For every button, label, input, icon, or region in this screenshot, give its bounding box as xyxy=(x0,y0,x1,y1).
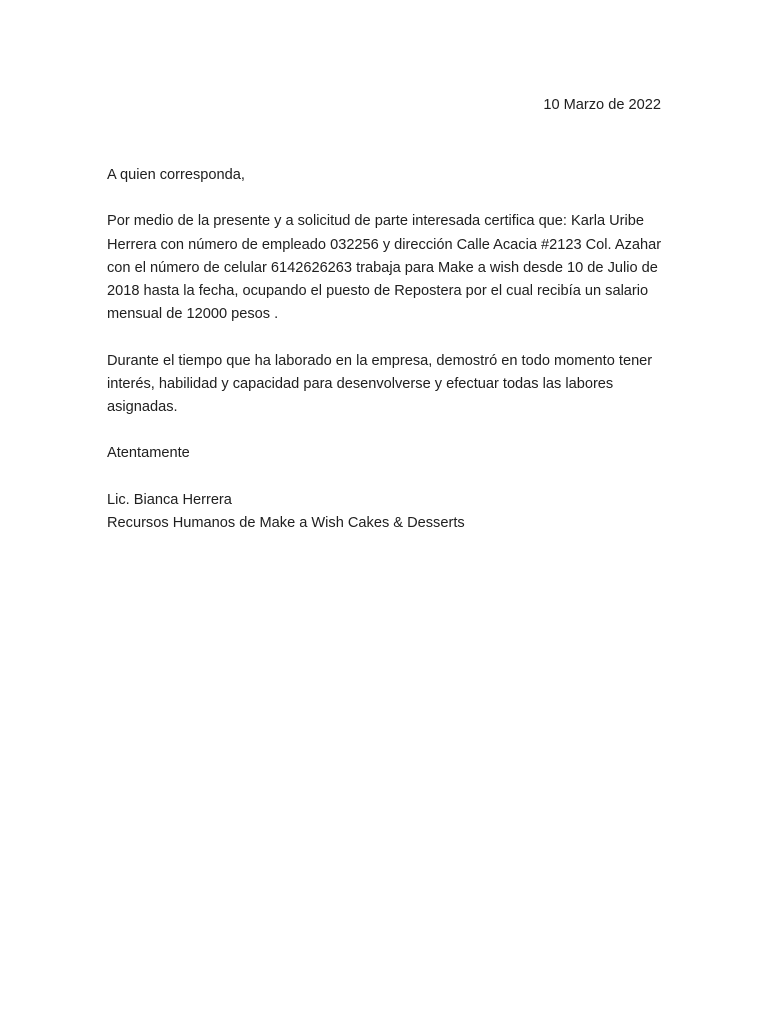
signer-title: Recursos Humanos de Make a Wish Cakes & Desserts xyxy=(107,514,465,531)
paragraph-performance: Durante el tiempo que ha laborado en la empresa, demostró en todo momento tener interés, habilidad y capacidad para desenvolverse y efectuar todas las labores asignadas. xyxy=(107,352,653,415)
letter-body xyxy=(107,164,663,535)
paragraph-certification: Por medio de la presente y a solicitud de parte interesada certifica que: Karla Uribe Herrera con número de empleado 032256 y dirección Calle Acacia #2123 Col. Azahar con el número de celular 6142626263 trabaja para Make a wish desde 10 de Julio de 2018 hasta la fecha, ocupando el puesto de Repostera por el cual recibía un salario mensual de 12000 pesos . xyxy=(107,213,662,323)
greeting: A quien corresponda, xyxy=(107,167,245,183)
signer-name: Lic. Bianca Herrera xyxy=(107,491,232,508)
letter-date: 10 Marzo de 2022 xyxy=(543,97,661,113)
closing: Atentamente xyxy=(107,445,190,462)
